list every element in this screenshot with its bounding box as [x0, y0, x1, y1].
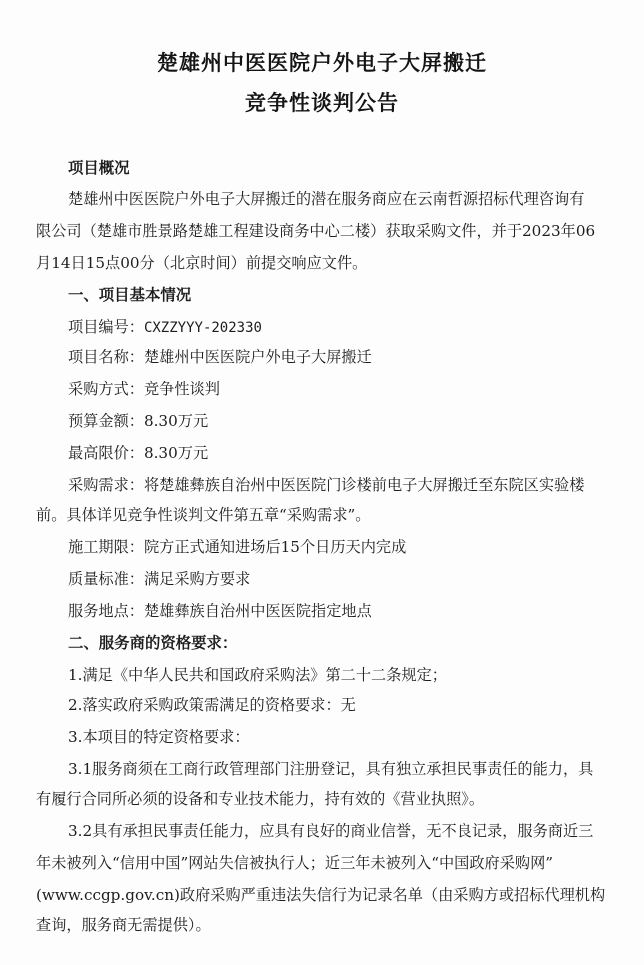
- procurement-demand-line-2: 前。具体详见竞争性谈判文件第五章“采购需求”。: [36, 506, 371, 524]
- overview-heading: 项目概况: [68, 159, 130, 177]
- qualification-item-3-2-line-3: (www.ccgp.gov.cn)政府采购严重违法失信行为记录名单（由采购方或招标代理机构: [36, 886, 606, 904]
- project-number: [68, 317, 262, 338]
- section2-heading: 二、服务商的资格要求：: [68, 634, 238, 652]
- document-title-line-2: 竞争性谈判公告: [245, 91, 399, 115]
- qualification-item-3-2-line-2: 年未被列入“信用中国”网站失信被执行人；近三年未被列入“中国政府采购网”: [36, 854, 554, 872]
- max-price: 最高限价：8.30万元: [68, 444, 209, 462]
- document-title-line-1: 楚雄州中医医院户外电子大屏搬迁: [157, 51, 487, 75]
- qualification-item-3: 3.本项目的特定资格要求：: [68, 728, 250, 746]
- qualification-item-3-1-line-1: 3.1服务商须在工商行政管理部门注册登记，具有独立承担民事责任的能力，具: [68, 760, 594, 778]
- procurement-method: 采购方式：竞争性谈判: [68, 380, 220, 398]
- service-location: 服务地点：楚雄彝族自治州中医医院指定地点: [68, 602, 372, 620]
- procurement-demand-line-1: 采购需求：将楚雄彝族自治州中医医院门诊楼前电子大屏搬迁至东院区实验楼: [68, 476, 585, 494]
- quality-standard: 质量标准：满足采购方要求: [68, 570, 251, 588]
- overview-line-3: 月14日15点00分（北京时间）前提交响应文件。: [36, 254, 368, 272]
- budget-amount: 预算金额：8.30万元: [68, 412, 209, 430]
- project-name: 项目名称：楚雄州中医医院户外电子大屏搬迁: [68, 348, 372, 366]
- qualification-item-3-2-line-1: 3.2具有承担民事责任能力，应具有良好的商业信誉，无不良记录，服务商近三: [68, 822, 594, 840]
- project-number-label: 项目编号：: [68, 318, 144, 336]
- qualification-item-3-2-line-4: 查询，服务商无需提供）。: [36, 916, 211, 934]
- construction-period: 施工期限：院方正式通知进场后15个日历天内完成: [68, 538, 407, 556]
- section1-heading: 一、项目基本情况: [68, 286, 192, 304]
- qualification-item-3-1-line-2: 有履行合同所必须的设备和专业技术能力，持有效的《营业执照》。: [36, 790, 485, 808]
- overview-line-2: 限公司（楚雄市胜景路楚雄工程建设商务中心二楼）获取采购文件，并于2023年06: [36, 222, 596, 240]
- qualification-item-2: 2.落实政府采购政策需满足的资格要求：无: [68, 696, 356, 714]
- overview-line-1: 楚雄州中医医院户外电子大屏搬迁的潜在服务商应在云南哲源招标代理咨询有: [68, 190, 585, 208]
- qualification-item-1: 1.满足《中华人民共和国政府采购法》第二十二条规定；: [68, 666, 447, 684]
- project-number-value: CXZZYYY-202330: [143, 320, 262, 336]
